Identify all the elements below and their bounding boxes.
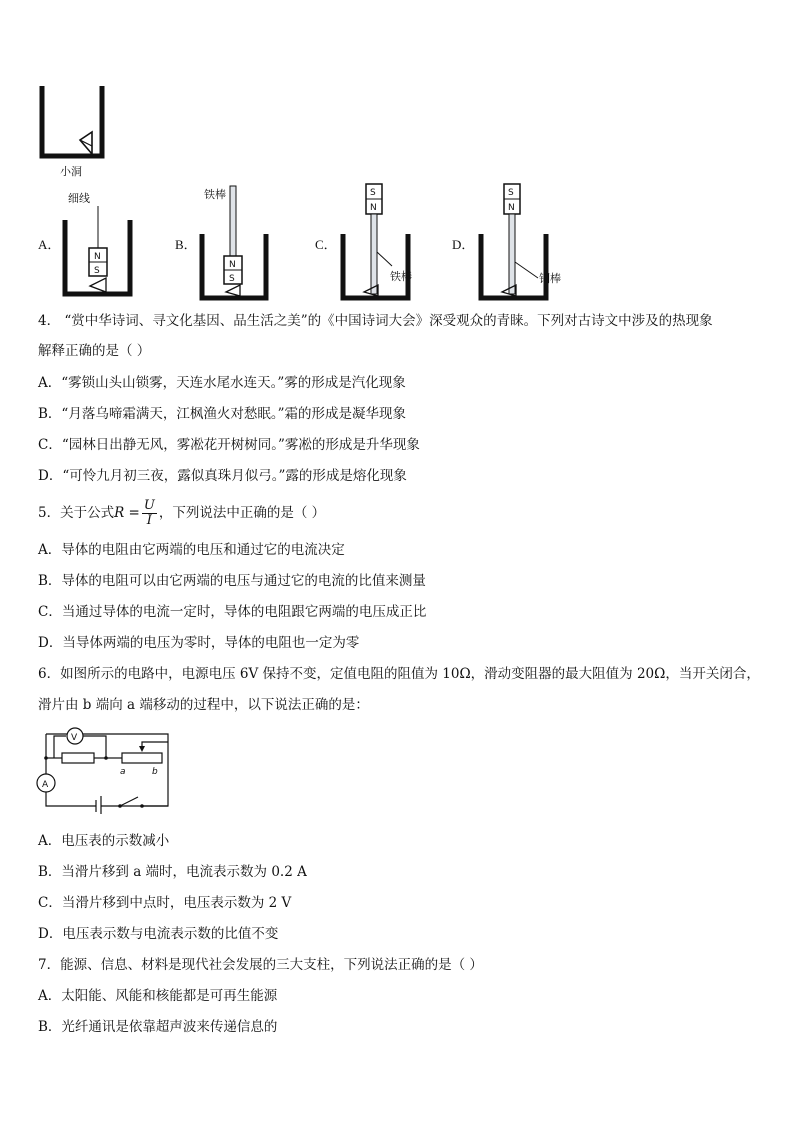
magnet-n-label: N [94, 252, 101, 262]
q6-option-c: C．当滑片移到中点时，电压表示数为 2 V [38, 895, 292, 911]
q4-option-c: C．“园林日出静无风，雾凇花开树树同。”雾凇的形成是升华现象 [38, 437, 420, 453]
q4-option-b: B．“月落乌啼霜满天，江枫渔火对愁眠。”霜的形成是凝华现象 [38, 406, 406, 422]
rheostat-end-b: b [152, 767, 158, 777]
voltmeter-label: V [71, 733, 78, 743]
rheostat-end-a: a [120, 767, 126, 777]
q6-option-a: A．电压表的示数减小 [38, 833, 170, 849]
q6-option-d: D．电压表示数与电流表示数的比值不变 [38, 926, 279, 942]
figure-option-d [476, 182, 576, 302]
q6-stem-line2: 滑片由 b 端向 a 端移动的过程中，以下说法正确的是： [38, 697, 369, 713]
q7-option-b: B．光纤通讯是依靠超声波来传递信息的 [38, 1019, 278, 1035]
copper-rod-label: 铜棒 [539, 272, 561, 285]
formula-fraction [142, 499, 157, 528]
figure-option-c [338, 182, 434, 302]
q6-stem-line1: 6．如图所示的电路中，电源电压 6V 保持不变，定值电阻的阻值为 10Ω，滑动变阻器的最大阻值为 20Ω，当开关闭合， [38, 666, 760, 682]
figure-option-a [60, 186, 140, 298]
q6-option-b: B．当滑片移到 a 端时，电流表示数为 0.2 A [38, 864, 307, 880]
q4-stem-line1: 4． “赏中华诗词、寻文化基因、品生活之美”的《中国诗词大会》深受观众的青睐。下列对古诗文中涉及的热现象 [38, 313, 713, 329]
magnet-s-label-d: S [508, 188, 514, 198]
magnet-n-label-c: N [370, 203, 377, 213]
tube-with-hole-figure [36, 84, 112, 180]
q5-option-c: C．当通过导体的电流一定时，导体的电阻跟它两端的电压成正比 [38, 604, 427, 620]
magnet-s-label-c: S [370, 188, 376, 198]
formula-numerator: U [143, 498, 155, 513]
magnet-n-label-b: N [229, 260, 236, 270]
q4-stem-line2: 解释正确的是（ ） [38, 343, 151, 359]
q7-option-a: A．太阳能、风能和核能都是可再生能源 [38, 988, 278, 1004]
ammeter-label: A [42, 780, 49, 790]
thread-label: 细线 [68, 192, 90, 205]
figure-option-b [198, 182, 274, 302]
magnet-s-label: S [94, 266, 100, 276]
magnet-n-label-d: N [508, 203, 515, 213]
q4-option-a: A．“雾锁山头山锁雾，天连水尾水连天。”雾的形成是汽化现象 [38, 375, 406, 391]
iron-rod-label-c: 铁棒 [390, 270, 412, 283]
formula-lhs: R = [114, 505, 140, 521]
q7-stem: 7．能源、信息、材料是现代社会发展的三大支柱，下列说法正确的是（ ） [38, 957, 483, 973]
iron-rod-label-b: 铁棒 [204, 188, 226, 201]
q5-option-a: A．导体的电阻由它两端的电压和通过它的电流决定 [38, 542, 345, 558]
q5-stem [38, 498, 325, 528]
q4-option-d: D．“可怜九月初三夜，露似真珠月似弓。”露的形成是熔化现象 [38, 468, 407, 484]
q5-option-d: D．当导体两端的电压为零时，导体的电阻也一定为零 [38, 635, 360, 651]
q5-stem-prefix: 5．关于公式 [38, 505, 115, 521]
q5-stem-suffix: ，下列说法中正确的是（ ） [158, 505, 326, 521]
magnet-s-label-b: S [229, 274, 235, 284]
figure-option-a-letter: A． [38, 237, 61, 252]
figure-option-d-letter: D． [452, 237, 475, 252]
circuit-diagram [34, 722, 174, 814]
q5-option-b: B．导体的电阻可以由它两端的电压与通过它的电流的比值来测量 [38, 573, 426, 589]
figure-option-c-letter: C． [315, 237, 337, 252]
small-hole-label: 小洞 [60, 165, 82, 178]
figure-option-b-letter: B． [175, 237, 197, 252]
formula-denominator: I [146, 513, 152, 528]
